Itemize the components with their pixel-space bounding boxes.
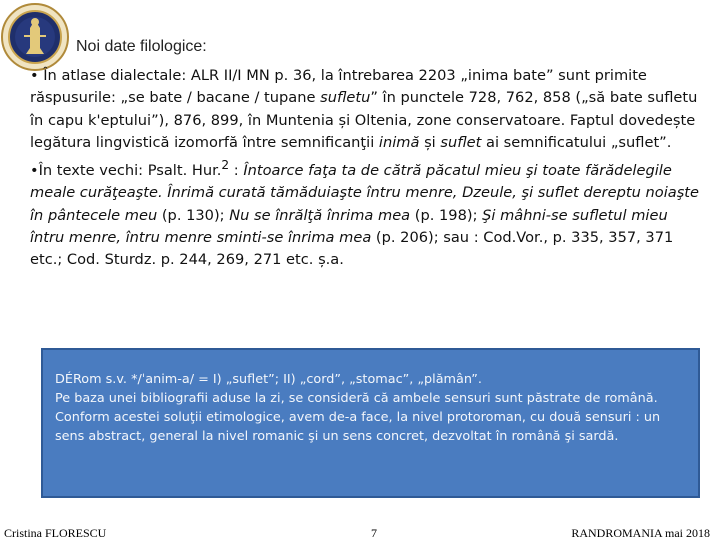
para1-italic-sufletu: sufletu (320, 89, 371, 107)
para2-italic-quote2: Nu se înrălţă înrima mea (229, 206, 411, 224)
para1-text-g: ai semnificatului „suflet”. (481, 133, 672, 151)
para1-text-e: și (419, 133, 441, 151)
derom-note-box (41, 348, 700, 498)
university-seal-icon (0, 2, 70, 72)
footer-author: Cristina FLORESCU (4, 526, 107, 540)
para2-superscript: 2 (221, 158, 230, 173)
footer-page-number: 7 (371, 526, 377, 540)
para2-text-a: •În texte vechi: Psalt. Hur. (30, 162, 222, 180)
para2-text-h: (p. 206); sau : Cod.Vor., p. 335, 357, 371 etc.; Cod. Sturdz. p. 244, 269, 271 etc. ș.a. (30, 228, 674, 269)
slide-heading: Noi date filologice: (76, 38, 207, 55)
slide-body (30, 65, 700, 272)
para2-text-f: (p. 198); (410, 206, 483, 224)
para2-text-b: : (229, 162, 244, 180)
footer-event: RANDROMANIA mai 2018 (571, 526, 710, 540)
paragraph-dialect-atlases (30, 65, 700, 154)
para1-text-a: • În atlase dialectale: ALR II/I MN p. 36, la întrebarea 2203 „inima bate” sunt primite răspusurile: „se bate / bacane / tupane (30, 67, 647, 107)
para1-text-c: ” în punctele 728, 762, 858 („să bate sufletu în capu k'eptului”), 876, 899, în Muntenia și Oltenia, zone conservatoare. Faptul dovedește legătura lingvistică izomorfă între semnificanţii (30, 89, 698, 151)
para1-italic-suflet: suflet (440, 133, 482, 151)
derom-note-line1: DÉRom s.v. */ˈanim‑a/ = I) „suflet”; II) „cord”, „stomac”, „plămân”. (55, 372, 482, 387)
paragraph-old-texts (30, 154, 700, 271)
derom-note-line2: Pe baza unei bibliografii aduse la zi, se consideră că ambele sensuri sunt păstrate de română. Conform acestei soluţii etimologice, avem de-a face, la nivel protoroman, cu două sensuri : un sens abstract, general la nivel romanic şi un sens concret, dezvoltat în română şi sardă. (55, 391, 661, 444)
para2-italic-quote1: Întoarce faţa ta de cătră păcatul mieu şi toate fărădelegile meale curăţeaşte. Înrimă curată tămăduiaşte întru menre, Dzeule, şi suflet dereptu noiaşte în pântecele meu (30, 162, 699, 224)
para1-italic-inima: inimă (378, 133, 420, 151)
para2-text-d: (p. 130); (157, 206, 230, 224)
para2-italic-quote3: Şi mâhni-se sufletul mieu întru menre, întru menre sminti-se înrima mea (30, 206, 668, 246)
